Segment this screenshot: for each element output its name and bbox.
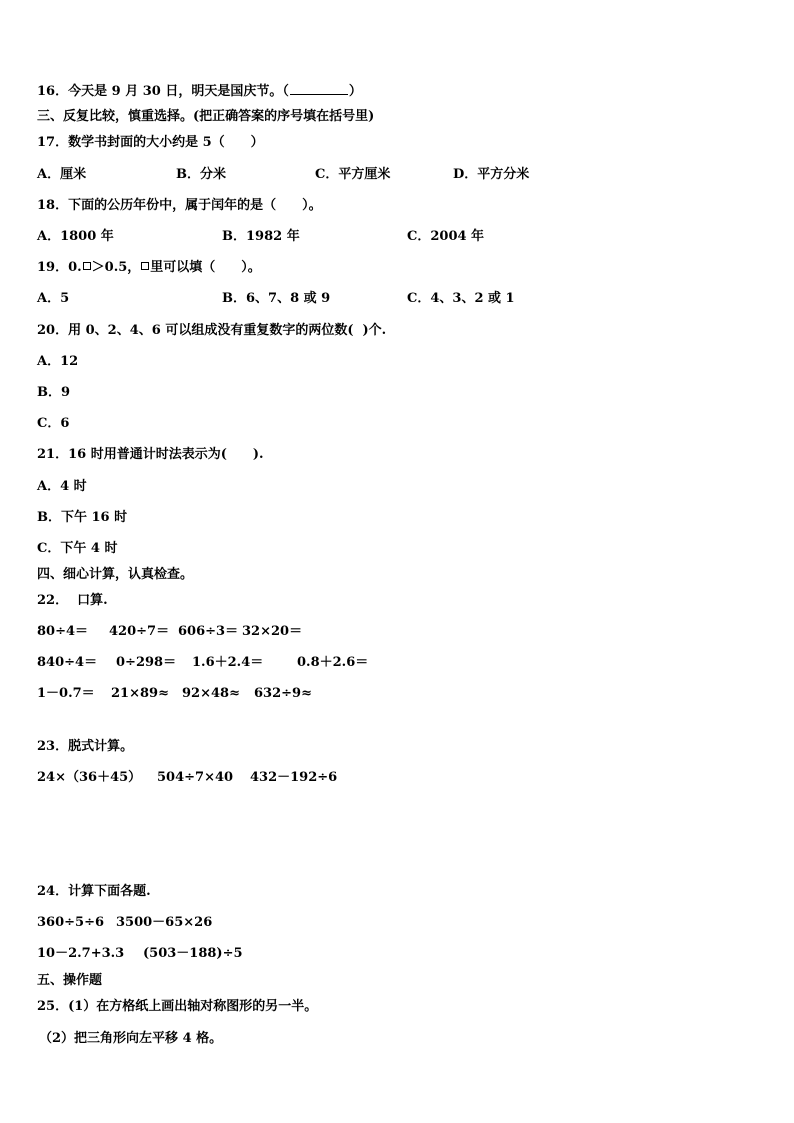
question-18-stem: 18．下面的公历年份中，属于闰年的是（ ）。 [37, 198, 322, 213]
oral-calc-item: 21×89≈ [111, 686, 169, 701]
question-18-option-a: A．1800 年 [37, 229, 114, 244]
question-17-option-a: A．厘米 [37, 167, 87, 182]
question-18-option-c: C．2004 年 [407, 229, 485, 244]
calc-item: 360÷5÷6 [37, 915, 105, 930]
question-19-option-c: C．4、3、2 或 1 [407, 291, 515, 306]
square-box-icon [141, 262, 149, 270]
oral-calc-item: 0.8＋2.6＝ [297, 655, 369, 670]
step-calc-item: 24×（36＋45） [37, 770, 142, 785]
oral-calc-item: 0÷298＝ [116, 655, 177, 670]
oral-calc-item: 80÷4＝ [37, 624, 89, 639]
question-16-text: 16．今天是 9 月 30 日，明天是国庆节。（ [37, 84, 289, 99]
section-5-heading: 五、操作题 [37, 973, 103, 988]
question-21-option-c: C．下午 4 时 [37, 541, 118, 556]
calc-item: 3500－65×26 [116, 915, 213, 930]
question-19-option-a: A．5 [37, 291, 70, 306]
question-23-stem: 23．脱式计算。 [37, 739, 134, 754]
question-17-option-d: D．平方分米 [453, 167, 530, 182]
question-19-text-b: ＞0.5， [91, 260, 141, 275]
question-21-stem: 21．16 时用普通计时法表示为( ). [37, 447, 264, 462]
question-20-option-b: B．9 [37, 385, 71, 400]
answer-blank[interactable] [290, 82, 348, 95]
question-17-option-b: B．分米 [176, 167, 226, 182]
oral-calc-item: 840÷4＝ [37, 655, 98, 670]
oral-calc-item: 1.6＋2.4＝ [192, 655, 264, 670]
step-calc-item: 504÷7×40 [157, 770, 234, 785]
calc-item: 10－2.7+3.3 [37, 946, 125, 961]
oral-calc-item: 632÷9≈ [254, 686, 312, 701]
question-20-option-a: A．12 [37, 354, 79, 369]
question-16-close: ） [348, 84, 362, 99]
square-box-icon [83, 262, 91, 270]
section-3-heading: 三、反复比较，慎重选择。(把正确答案的序号填在括号里) [37, 109, 375, 124]
oral-calc-item: 32×20＝ [242, 624, 303, 639]
oral-calc-item: 606÷3＝ [178, 624, 239, 639]
question-18-option-b: B．1982 年 [222, 229, 300, 244]
question-20-stem: 20．用 0、2、4、6 可以组成没有重复数字的两位数( )个. [37, 323, 387, 338]
question-20-option-c: C．6 [37, 416, 70, 431]
oral-calc-item: 1－0.7＝ [37, 686, 95, 701]
question-19-text-a: 19．0. [37, 260, 82, 275]
question-16 [37, 82, 362, 100]
oral-calc-item: 92×48≈ [182, 686, 240, 701]
question-19-option-b: B．6、7、8 或 9 [222, 291, 331, 306]
question-17-option-c: C．平方厘米 [315, 167, 391, 182]
question-21-option-a: A．4 时 [37, 479, 87, 494]
calc-item: (503－188)÷5 [143, 946, 243, 961]
question-21-option-b: B．下午 16 时 [37, 510, 128, 525]
question-19-stem [37, 260, 261, 276]
step-calc-item: 432－192÷6 [250, 770, 338, 785]
question-25-part-1: 25．(1）在方格纸上画出轴对称图形的另一半。 [37, 999, 318, 1014]
oral-calc-item: 420÷7＝ [109, 624, 170, 639]
question-19-text-c: 里可以填（ ）。 [150, 260, 261, 275]
question-17-stem: 17．数学书封面的大小约是 5（ ） [37, 135, 264, 150]
question-22-stem: 22． 口算. [37, 593, 108, 608]
question-25-part-2: （2）把三角形向左平移 4 格。 [39, 1031, 223, 1046]
question-24-stem: 24．计算下面各题. [37, 884, 151, 899]
section-4-heading: 四、细心计算，认真检查。 [37, 567, 194, 582]
